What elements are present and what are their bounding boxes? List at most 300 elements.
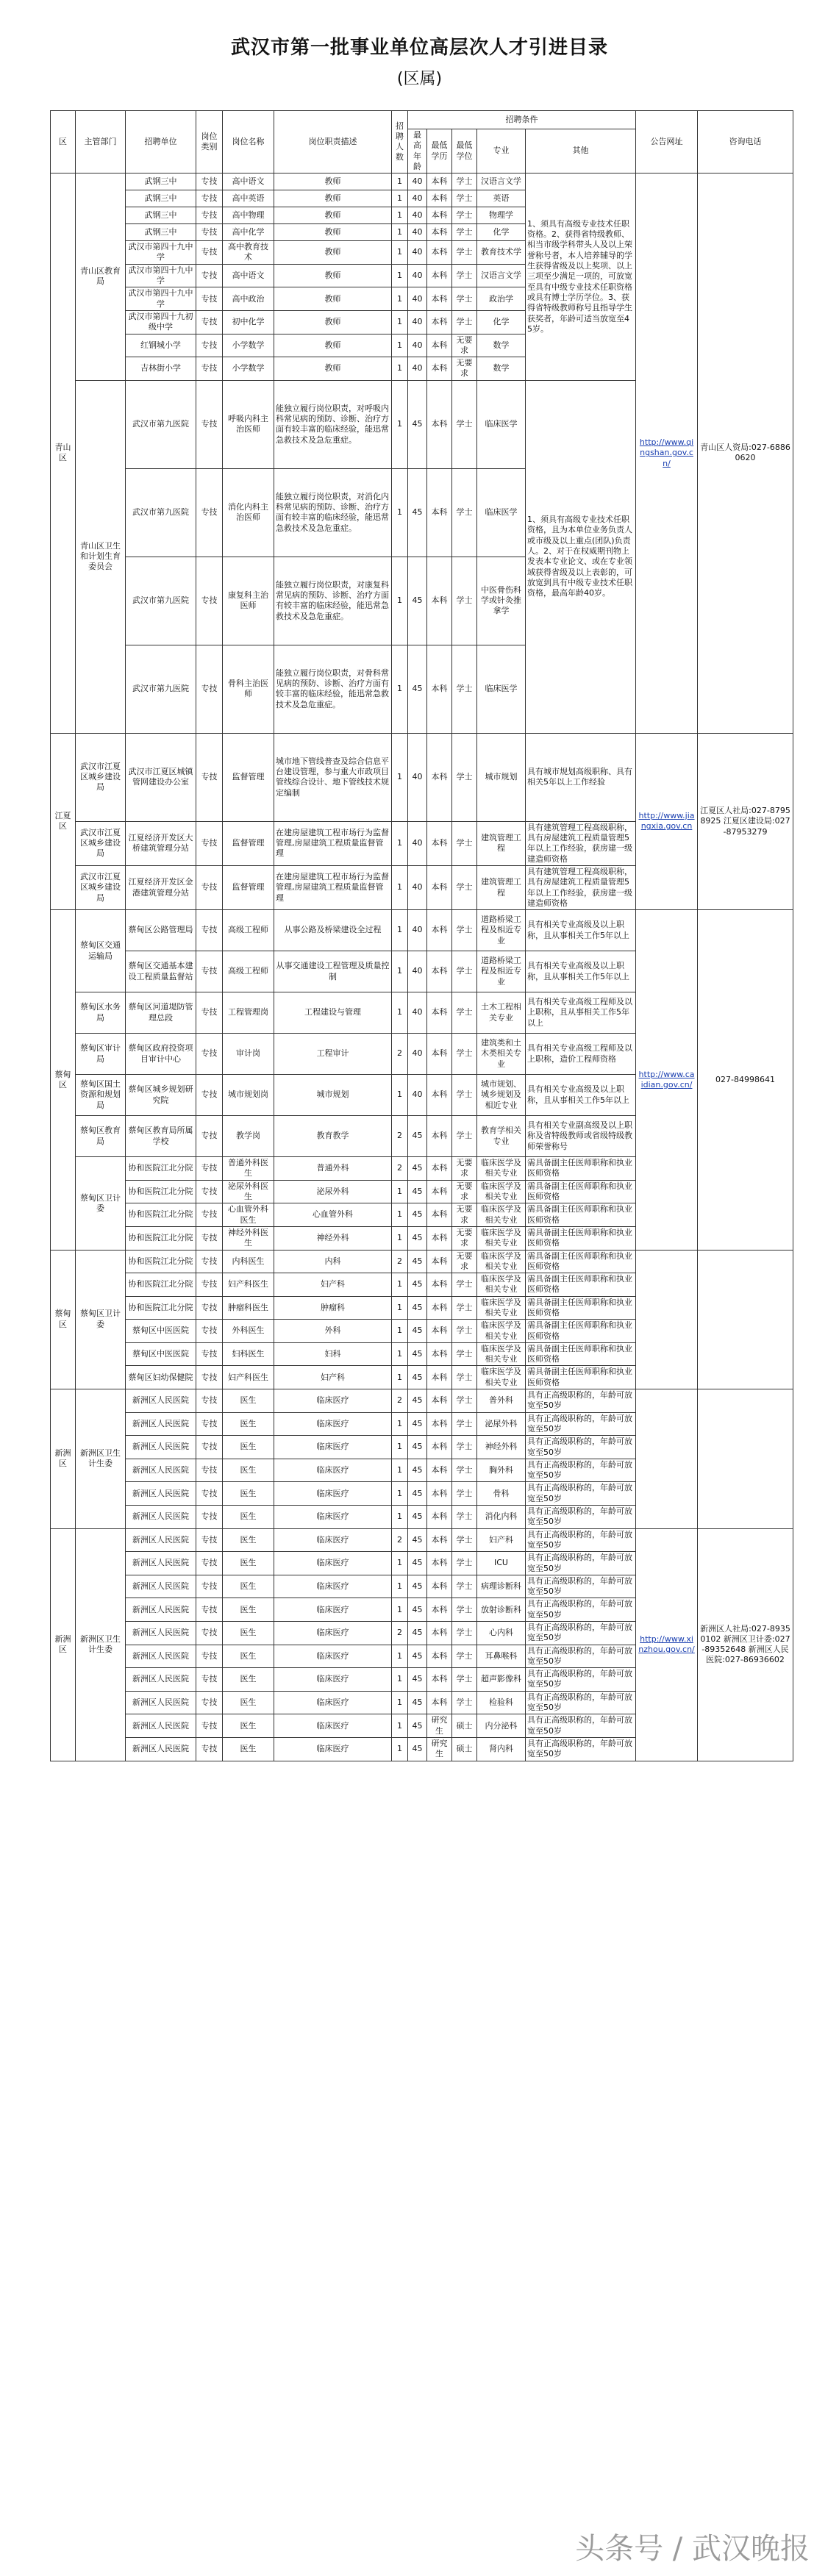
cell-category: 专技 bbox=[196, 1342, 223, 1366]
cell-post: 高级工程师 bbox=[223, 951, 274, 992]
talent-table bbox=[50, 110, 793, 1761]
cell-major: 道路桥梁工程及相近专业 bbox=[477, 910, 526, 951]
cell-duty: 临床医疗 bbox=[274, 1714, 392, 1738]
cell-post: 高中政治 bbox=[223, 287, 274, 311]
cell-category: 专技 bbox=[196, 173, 223, 190]
cell-category: 专技 bbox=[196, 1714, 223, 1738]
cell-max-age: 40 bbox=[408, 1075, 427, 1116]
cell-edu: 本科 bbox=[427, 821, 452, 865]
cell-post: 高中教育技术 bbox=[223, 241, 274, 265]
page-subtitle: (区属) bbox=[396, 70, 443, 88]
cell-phone: 027-84998641 bbox=[698, 910, 793, 1250]
header-district: 区 bbox=[51, 111, 76, 173]
cell-major: 数学 bbox=[477, 334, 526, 357]
cell-count: 1 bbox=[392, 992, 408, 1034]
cell-category: 专技 bbox=[196, 645, 223, 733]
cell-max-age: 40 bbox=[408, 951, 427, 992]
cell-edu: 本科 bbox=[427, 380, 452, 468]
cell-max-age: 45 bbox=[408, 1366, 427, 1389]
cell-edu: 本科 bbox=[427, 1389, 452, 1413]
cell-duty: 临床医疗 bbox=[274, 1575, 392, 1598]
cell-unit: 蔡甸区河道堤防管理总段 bbox=[126, 992, 196, 1034]
cell-other: 具有正高级职称的，年龄可放宽至50岁 bbox=[526, 1668, 636, 1692]
cell-edu: 本科 bbox=[427, 357, 452, 381]
table-row bbox=[51, 1528, 793, 1552]
cell-post: 医生 bbox=[223, 1668, 274, 1692]
cell-max-age: 45 bbox=[408, 1436, 427, 1459]
cell-dept: 蔡甸区卫计委 bbox=[76, 1157, 126, 1250]
cell-edu: 本科 bbox=[427, 207, 452, 224]
cell-duty: 临床医疗 bbox=[274, 1622, 392, 1645]
cell-post: 普通外科医生 bbox=[223, 1157, 274, 1181]
cell-unit: 武汉市江夏区城镇管网建设办公室 bbox=[126, 733, 196, 821]
cell-degree: 学士 bbox=[452, 1552, 477, 1575]
cell-unit: 新洲区人民医院 bbox=[126, 1714, 196, 1738]
cell-category: 专技 bbox=[196, 1296, 223, 1320]
cell-duty: 临床医疗 bbox=[274, 1598, 392, 1622]
cell-max-age: 45 bbox=[408, 1482, 427, 1506]
cell-count: 1 bbox=[392, 1075, 408, 1116]
cell-unit: 蔡甸区政府投资项目审计中心 bbox=[126, 1034, 196, 1075]
cell-degree: 学士 bbox=[452, 1528, 477, 1552]
cell-post: 小学数学 bbox=[223, 334, 274, 357]
cell-other: 需具备副主任医师职称和执业医师资格 bbox=[526, 1342, 636, 1366]
cell-post: 高中语文 bbox=[223, 264, 274, 287]
cell-dept: 蔡甸区卫计委 bbox=[76, 1250, 126, 1389]
cell-category: 专技 bbox=[196, 1645, 223, 1668]
cell-max-age: 45 bbox=[408, 1714, 427, 1738]
cell-category: 专技 bbox=[196, 380, 223, 468]
cell-count: 2 bbox=[392, 1389, 408, 1413]
cell-degree: 学士 bbox=[452, 1412, 477, 1436]
cell-major: 检验科 bbox=[477, 1691, 526, 1714]
header-conditions: 招聘条件 bbox=[408, 111, 636, 129]
cell-unit: 新洲区人民医院 bbox=[126, 1459, 196, 1482]
cell-duty: 教育教学 bbox=[274, 1116, 392, 1157]
cell-count: 1 bbox=[392, 1737, 408, 1761]
cell-count: 1 bbox=[392, 380, 408, 468]
cell-major: ICU bbox=[477, 1552, 526, 1575]
cell-category: 专技 bbox=[196, 1528, 223, 1552]
cell-edu: 本科 bbox=[427, 1203, 452, 1227]
cell-other: 具有相关专业高级工程师及以上职称，且从事相关工作5年以上 bbox=[526, 992, 636, 1034]
cell-dept: 新洲区卫生计生委 bbox=[76, 1389, 126, 1529]
cell-count: 1 bbox=[392, 557, 408, 645]
cell-other: 需具备副主任医师职称和执业医师资格 bbox=[526, 1366, 636, 1389]
cell-unit: 武汉市第四十九中学 bbox=[126, 264, 196, 287]
cell-phone: 江夏区人社局:027-87958925 江夏区建设局:027-87953279 bbox=[698, 733, 793, 909]
cell-degree: 无要求 bbox=[452, 1157, 477, 1181]
cell-other: 具有正高级职称的，年龄可放宽至50岁 bbox=[526, 1506, 636, 1529]
cell-edu: 本科 bbox=[427, 1412, 452, 1436]
cell-max-age: 40 bbox=[408, 207, 427, 224]
cell-degree: 学士 bbox=[452, 264, 477, 287]
cell-unit: 新洲区人民医院 bbox=[126, 1552, 196, 1575]
cell-category: 专技 bbox=[196, 1598, 223, 1622]
cell-count: 1 bbox=[392, 310, 408, 334]
cell-category: 专技 bbox=[196, 1506, 223, 1529]
cell-edu: 本科 bbox=[427, 645, 452, 733]
header-degree: 最低学位 bbox=[452, 129, 477, 173]
cell-other: 具有相关专业副高级及以上职称及省特级教师或省级特级教师荣誉称号 bbox=[526, 1116, 636, 1157]
cell-max-age: 40 bbox=[408, 821, 427, 865]
cell-category: 专技 bbox=[196, 1366, 223, 1389]
cell-major: 临床医学及相关专业 bbox=[477, 1366, 526, 1389]
cell-unit: 蔡甸区交通基本建设工程质量监督站 bbox=[126, 951, 196, 992]
cell-major: 消化内科 bbox=[477, 1506, 526, 1529]
cell-other: 具有建筑管理工程高级职称，具有房屋建筑工程质量管理5年以上工作经验，获房建一级建造师资格 bbox=[526, 821, 636, 865]
cell-count: 1 bbox=[392, 334, 408, 357]
table-body bbox=[51, 173, 793, 1761]
cell-max-age: 45 bbox=[408, 1575, 427, 1598]
cell-max-age: 40 bbox=[408, 264, 427, 287]
cell-degree: 学士 bbox=[452, 1691, 477, 1714]
cell-category: 专技 bbox=[196, 865, 223, 909]
cell-category: 专技 bbox=[196, 1203, 223, 1227]
cell-duty: 工程建设与管理 bbox=[274, 992, 392, 1034]
cell-unit: 新洲区人民医院 bbox=[126, 1412, 196, 1436]
cell-count: 1 bbox=[392, 1552, 408, 1575]
cell-category: 专技 bbox=[196, 1389, 223, 1413]
cell-edu: 本科 bbox=[427, 1668, 452, 1692]
cell-degree: 学士 bbox=[452, 1296, 477, 1320]
cell-degree: 学士 bbox=[452, 1622, 477, 1645]
cell-max-age: 40 bbox=[408, 310, 427, 334]
cell-degree: 无要求 bbox=[452, 1203, 477, 1227]
cell-max-age: 45 bbox=[408, 380, 427, 468]
cell-major: 城市规划 bbox=[477, 733, 526, 821]
cell-other: 具有相关专业高级及以上职称，且从事相关工作5年以上 bbox=[526, 1075, 636, 1116]
cell-max-age: 45 bbox=[408, 1598, 427, 1622]
cell-district: 新洲区 bbox=[51, 1528, 76, 1761]
cell-category: 专技 bbox=[196, 1436, 223, 1459]
cell-degree: 学士 bbox=[452, 1342, 477, 1366]
cell-count: 1 bbox=[392, 865, 408, 909]
cell-degree: 无要求 bbox=[452, 334, 477, 357]
cell-other: 具有正高级职称的，年龄可放宽至50岁 bbox=[526, 1389, 636, 1413]
cell-duty: 在建房屋建筑工程市场行为监督管理,房屋建筑工程质量监督管理 bbox=[274, 821, 392, 865]
cell-post: 高中物理 bbox=[223, 207, 274, 224]
header-major: 专业 bbox=[477, 129, 526, 173]
cell-duty: 能独立履行岗位职责，对骨科常见病的预防、诊断、治疗方面有较丰富的临床经验，能迅常急救技术及急危重症。 bbox=[274, 645, 392, 733]
cell-category: 专技 bbox=[196, 951, 223, 992]
cell-district: 蔡甸区 bbox=[51, 910, 76, 1250]
cell-other: 具有城市规划高级职称、具有相关5年以上工作经验 bbox=[526, 733, 636, 821]
cell-count: 2 bbox=[392, 1116, 408, 1157]
cell-degree: 学士 bbox=[452, 1575, 477, 1598]
cell-count: 1 bbox=[392, 1668, 408, 1692]
cell-count: 1 bbox=[392, 287, 408, 311]
cell-post: 医生 bbox=[223, 1506, 274, 1529]
cell-other: 具有相关专业高级及以上职称，且从事相关工作5年以上 bbox=[526, 951, 636, 992]
cell-post: 医生 bbox=[223, 1575, 274, 1598]
cell-duty: 妇产科 bbox=[274, 1273, 392, 1297]
cell-edu: 本科 bbox=[427, 992, 452, 1034]
cell-post: 高中英语 bbox=[223, 190, 274, 207]
cell-count: 1 bbox=[392, 1366, 408, 1389]
cell-max-age: 45 bbox=[408, 1506, 427, 1529]
cell-max-age: 45 bbox=[408, 1296, 427, 1320]
cell-max-age: 40 bbox=[408, 910, 427, 951]
cell-post: 医生 bbox=[223, 1737, 274, 1761]
cell-website[interactable]: http://www.jiangxia.gov.cn bbox=[636, 733, 698, 909]
cell-major: 耳鼻喉科 bbox=[477, 1645, 526, 1668]
cell-post: 外科医生 bbox=[223, 1320, 274, 1343]
cell-other: 具有相关专业高级及以上职称，且从事相关工作5年以上 bbox=[526, 910, 636, 951]
cell-count: 1 bbox=[392, 224, 408, 241]
header-count: 招聘人数 bbox=[392, 111, 408, 173]
cell-major: 临床医学 bbox=[477, 380, 526, 468]
cell-unit: 蔡甸区中医医院 bbox=[126, 1320, 196, 1343]
cell-unit: 新洲区人民医院 bbox=[126, 1528, 196, 1552]
cell-count: 1 bbox=[392, 1714, 408, 1738]
cell-edu: 本科 bbox=[427, 1342, 452, 1366]
cell-category: 专技 bbox=[196, 1116, 223, 1157]
cell-dept: 蔡甸区水务局 bbox=[76, 992, 126, 1034]
cell-count: 1 bbox=[392, 1273, 408, 1297]
cell-website[interactable]: http://www.qingshan.gov.cn/ bbox=[636, 173, 698, 734]
cell-post: 妇产科医生 bbox=[223, 1366, 274, 1389]
cell-degree: 学士 bbox=[452, 992, 477, 1034]
cell-post: 骨科主治医师 bbox=[223, 645, 274, 733]
cell-unit: 新洲区人民医院 bbox=[126, 1506, 196, 1529]
cell-post: 妇科医生 bbox=[223, 1342, 274, 1366]
cell-unit: 新洲区人民医院 bbox=[126, 1668, 196, 1692]
cell-unit: 武汉市第四十九中学 bbox=[126, 287, 196, 311]
cell-duty: 神经外科 bbox=[274, 1226, 392, 1250]
cell-duty: 临床医疗 bbox=[274, 1389, 392, 1413]
cell-major: 教育学相关专业 bbox=[477, 1116, 526, 1157]
cell-count: 1 bbox=[392, 1482, 408, 1506]
cell-unit: 蔡甸区城乡规划研究院 bbox=[126, 1075, 196, 1116]
cell-max-age: 45 bbox=[408, 1459, 427, 1482]
cell-category: 专技 bbox=[196, 910, 223, 951]
cell-count: 1 bbox=[392, 1412, 408, 1436]
cell-major: 神经外科 bbox=[477, 1436, 526, 1459]
cell-edu: 本科 bbox=[427, 173, 452, 190]
cell-duty: 临床医疗 bbox=[274, 1459, 392, 1482]
cell-max-age: 45 bbox=[408, 1273, 427, 1297]
cell-unit: 协和医院江北分院 bbox=[126, 1226, 196, 1250]
cell-dept: 蔡甸区交通运输局 bbox=[76, 910, 126, 992]
cell-edu: 本科 bbox=[427, 1075, 452, 1116]
watermark: 头条号 / 武汉晚报 bbox=[575, 2532, 810, 2566]
header-duty: 岗位职责描述 bbox=[274, 111, 392, 173]
cell-major: 肾内科 bbox=[477, 1737, 526, 1761]
cell-other: 具有正高级职称的，年龄可放宽至50岁 bbox=[526, 1714, 636, 1738]
cell-degree: 学士 bbox=[452, 1436, 477, 1459]
cell-degree: 学士 bbox=[452, 733, 477, 821]
cell-degree: 学士 bbox=[452, 1116, 477, 1157]
cell-count: 1 bbox=[392, 1645, 408, 1668]
cell-other: 具有正高级职称的，年龄可放宽至50岁 bbox=[526, 1459, 636, 1482]
cell-category: 专技 bbox=[196, 1075, 223, 1116]
cell-other: 需具备副主任医师职称和执业医师资格 bbox=[526, 1273, 636, 1297]
cell-degree: 学士 bbox=[452, 1506, 477, 1529]
cell-degree: 无要求 bbox=[452, 1180, 477, 1203]
page-title: 武汉市第一批事业单位高层次人才引进目录 bbox=[230, 37, 608, 59]
cell-unit: 武钢三中 bbox=[126, 190, 196, 207]
cell-other: 需具备副主任医师职称和执业医师资格 bbox=[526, 1157, 636, 1181]
cell-edu: 本科 bbox=[427, 1116, 452, 1157]
cell-degree: 无要求 bbox=[452, 1250, 477, 1273]
cell-major: 超声影像科 bbox=[477, 1668, 526, 1692]
cell-other: 1、须具有高级专业技术任职资格，且为本单位业务负责人或市级及以上重点(团队)负责人。2、对于在权威期刊物上发表本专业论文、或在专业领域获得省级及以上表彰的，可放宽到具有中级专业技术任职资格，最高年龄40岁。 bbox=[526, 380, 636, 733]
cell-edu: 本科 bbox=[427, 1459, 452, 1482]
cell-major: 建筑类和土木类相关专业 bbox=[477, 1034, 526, 1075]
cell-unit: 协和医院江北分院 bbox=[126, 1273, 196, 1297]
cell-category: 专技 bbox=[196, 992, 223, 1034]
cell-count: 1 bbox=[392, 1691, 408, 1714]
cell-category: 专技 bbox=[196, 190, 223, 207]
cell-post: 医生 bbox=[223, 1412, 274, 1436]
cell-count: 1 bbox=[392, 733, 408, 821]
header-dept: 主管部门 bbox=[76, 111, 126, 173]
cell-edu: 本科 bbox=[427, 865, 452, 909]
cell-count: 1 bbox=[392, 1506, 408, 1529]
cell-category: 专技 bbox=[196, 1459, 223, 1482]
cell-degree: 学士 bbox=[452, 190, 477, 207]
cell-post: 妇产科医生 bbox=[223, 1273, 274, 1297]
cell-unit: 协和医院江北分院 bbox=[126, 1157, 196, 1181]
cell-edu: 本科 bbox=[427, 1598, 452, 1622]
cell-degree: 学士 bbox=[452, 951, 477, 992]
cell-edu: 本科 bbox=[427, 1226, 452, 1250]
cell-unit: 新洲区人民医院 bbox=[126, 1575, 196, 1598]
cell-max-age: 45 bbox=[408, 1180, 427, 1203]
cell-major: 英语 bbox=[477, 190, 526, 207]
cell-major: 临床医学及相关专业 bbox=[477, 1296, 526, 1320]
cell-count: 2 bbox=[392, 1622, 408, 1645]
cell-max-age: 45 bbox=[408, 468, 427, 557]
cell-other: 具有正高级职称的，年龄可放宽至50岁 bbox=[526, 1436, 636, 1459]
cell-degree: 学士 bbox=[452, 1273, 477, 1297]
cell-dept: 青山区卫生和计划生育委员会 bbox=[76, 380, 126, 733]
cell-major: 临床医学及相关专业 bbox=[477, 1226, 526, 1250]
cell-duty: 教师 bbox=[274, 334, 392, 357]
cell-degree: 学士 bbox=[452, 557, 477, 645]
cell-edu: 本科 bbox=[427, 241, 452, 265]
cell-website[interactable]: http://www.xinzhou.gov.cn/ bbox=[636, 1528, 698, 1761]
cell-degree: 学士 bbox=[452, 821, 477, 865]
cell-degree: 学士 bbox=[452, 1075, 477, 1116]
cell-post: 医生 bbox=[223, 1714, 274, 1738]
cell-degree: 学士 bbox=[452, 310, 477, 334]
cell-degree: 学士 bbox=[452, 1645, 477, 1668]
cell-max-age: 45 bbox=[408, 1226, 427, 1250]
cell-count: 1 bbox=[392, 207, 408, 224]
cell-edu: 本科 bbox=[427, 1273, 452, 1297]
cell-post: 医生 bbox=[223, 1482, 274, 1506]
cell-unit: 武汉市第四十九中学 bbox=[126, 241, 196, 265]
cell-duty: 教师 bbox=[274, 357, 392, 381]
cell-phone bbox=[698, 1389, 793, 1529]
cell-count: 1 bbox=[392, 1575, 408, 1598]
cell-unit: 江夏经济开发区金港建筑管理分站 bbox=[126, 865, 196, 909]
cell-website[interactable] bbox=[636, 1250, 698, 1389]
cell-unit: 江夏经济开发区大桥建筑管理分站 bbox=[126, 821, 196, 865]
cell-major: 心内科 bbox=[477, 1622, 526, 1645]
cell-max-age: 40 bbox=[408, 865, 427, 909]
cell-edu: 本科 bbox=[427, 1575, 452, 1598]
cell-website[interactable]: http://www.caidian.gov.cn/ bbox=[636, 910, 698, 1250]
cell-category: 专技 bbox=[196, 1622, 223, 1645]
cell-edu: 本科 bbox=[427, 1691, 452, 1714]
cell-major: 中医骨伤科学或针灸推拿学 bbox=[477, 557, 526, 645]
cell-edu: 本科 bbox=[427, 468, 452, 557]
cell-category: 专技 bbox=[196, 733, 223, 821]
cell-post: 神经外科医生 bbox=[223, 1226, 274, 1250]
cell-edu: 本科 bbox=[427, 1528, 452, 1552]
cell-dept: 武汉市江夏区城乡建设局 bbox=[76, 733, 126, 821]
cell-count: 1 bbox=[392, 357, 408, 381]
cell-unit: 蔡甸区中医医院 bbox=[126, 1342, 196, 1366]
cell-edu: 本科 bbox=[427, 224, 452, 241]
cell-max-age: 40 bbox=[408, 733, 427, 821]
cell-duty: 能独立履行岗位职责，对康复科常见病的预防、诊断、治疗方面有较丰富的临床经验，能迅常急救技术及急危重症。 bbox=[274, 557, 392, 645]
cell-dept: 青山区教育局 bbox=[76, 173, 126, 381]
cell-post: 教学岗 bbox=[223, 1116, 274, 1157]
cell-other: 需具备副主任医师职称和执业医师资格 bbox=[526, 1296, 636, 1320]
cell-edu: 本科 bbox=[427, 190, 452, 207]
cell-unit: 新洲区人民医院 bbox=[126, 1691, 196, 1714]
cell-major: 化学 bbox=[477, 310, 526, 334]
cell-other: 具有正高级职称的，年龄可放宽至50岁 bbox=[526, 1737, 636, 1761]
cell-category: 专技 bbox=[196, 1482, 223, 1506]
cell-major: 城市规划、城乡规划及相近专业 bbox=[477, 1075, 526, 1116]
cell-other: 需具备副主任医师职称和执业医师资格 bbox=[526, 1320, 636, 1343]
cell-degree: 学士 bbox=[452, 1034, 477, 1075]
cell-degree: 学士 bbox=[452, 1320, 477, 1343]
cell-duty: 能独立履行岗位职责，对呼吸内科常见病的预防、诊断、治疗方面有较丰富的临床经验，能迅常急救技术及急危重症。 bbox=[274, 380, 392, 468]
cell-duty: 教师 bbox=[274, 207, 392, 224]
cell-category: 专技 bbox=[196, 1668, 223, 1692]
cell-district: 蔡甸区 bbox=[51, 1250, 76, 1389]
cell-degree: 学士 bbox=[452, 1389, 477, 1413]
cell-other: 需具备副主任医师职称和执业医师资格 bbox=[526, 1180, 636, 1203]
cell-post: 泌尿外科医生 bbox=[223, 1180, 274, 1203]
cell-post: 医生 bbox=[223, 1436, 274, 1459]
cell-duty: 妇科 bbox=[274, 1342, 392, 1366]
cell-duty: 内科 bbox=[274, 1250, 392, 1273]
cell-edu: 本科 bbox=[427, 287, 452, 311]
cell-website[interactable] bbox=[636, 1389, 698, 1529]
cell-major: 建筑管理工程 bbox=[477, 865, 526, 909]
cell-unit: 武钢三中 bbox=[126, 224, 196, 241]
header-post: 岗位名称 bbox=[223, 111, 274, 173]
cell-max-age: 45 bbox=[408, 1203, 427, 1227]
cell-major: 建筑管理工程 bbox=[477, 821, 526, 865]
cell-degree: 学士 bbox=[452, 1598, 477, 1622]
cell-edu: 本科 bbox=[427, 1366, 452, 1389]
cell-phone: 新洲区人社局:027-89350102 新洲区卫计委:027-89352648 新洲区人民医院:027-86936602 bbox=[698, 1528, 793, 1761]
table-row bbox=[51, 910, 793, 951]
cell-max-age: 45 bbox=[408, 1412, 427, 1436]
cell-category: 专技 bbox=[196, 468, 223, 557]
cell-post: 康复科主治医师 bbox=[223, 557, 274, 645]
cell-degree: 学士 bbox=[452, 910, 477, 951]
cell-edu: 本科 bbox=[427, 910, 452, 951]
cell-edu: 本科 bbox=[427, 264, 452, 287]
header-website: 公告网址 bbox=[636, 111, 698, 173]
cell-count: 1 bbox=[392, 1226, 408, 1250]
cell-post: 医生 bbox=[223, 1552, 274, 1575]
cell-major: 内分泌科 bbox=[477, 1714, 526, 1738]
cell-duty: 外科 bbox=[274, 1320, 392, 1343]
cell-category: 专技 bbox=[196, 1273, 223, 1297]
cell-post: 医生 bbox=[223, 1691, 274, 1714]
cell-other: 具有建筑管理工程高级职称，具有房屋建筑工程质量管理5年以上工作经验，获房建一级建造师资格 bbox=[526, 865, 636, 909]
